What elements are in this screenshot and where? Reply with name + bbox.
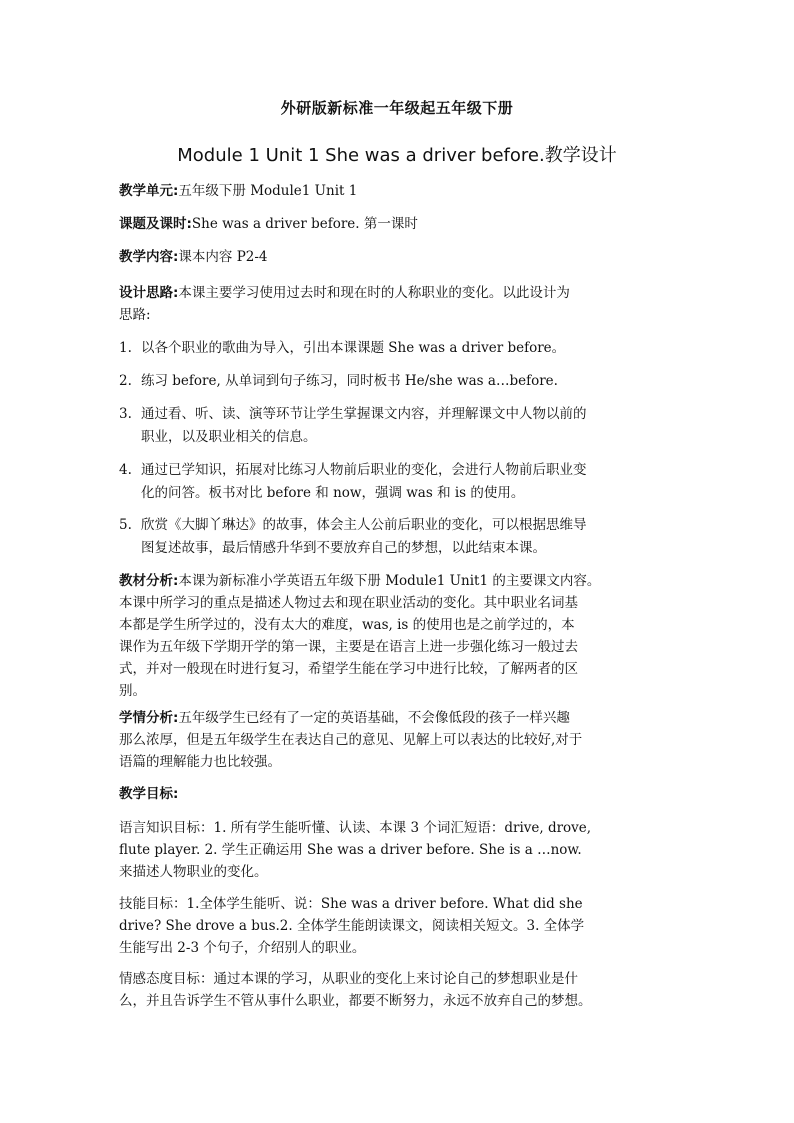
goals-knowledge — [119, 817, 679, 883]
content-line — [119, 246, 679, 268]
list-text: 欣赏《大脚丫琳达》的故事，体会主人公前后职业的变化，可以根据思维导 — [141, 517, 587, 533]
design-intro: 本课主要学习使用过去时和现在时的人称职业的变化。以此设计为 — [178, 285, 570, 301]
goals-emotion — [119, 968, 679, 1012]
content-label: 教学内容: — [119, 249, 179, 265]
list-text: 通过已学知识，拓展对比练习人物前后职业的变化，会进行人物前后职业变 — [141, 462, 587, 478]
lesson-line — [119, 213, 679, 235]
design-line-1 — [119, 282, 679, 304]
list-text-cont: 图复述故事，最后情感升华到不要放弃自己的梦想，以此结束本课。 — [141, 540, 546, 556]
list-number: 2. — [119, 373, 132, 389]
list-item — [119, 403, 679, 449]
students-paragraph — [119, 707, 679, 773]
list-item — [119, 459, 679, 505]
list-text: 以各个职业的歌曲为导入，引出本课课题 She was a driver before。 — [141, 340, 566, 356]
unit-value: 五年级下册 Module1 Unit 1 — [178, 183, 358, 199]
list-number: 3. — [119, 406, 132, 422]
list-text-cont: 化的问答。板书对比 before 和 now，强调 was 和 is 的使用。 — [141, 485, 525, 501]
students-line: 语篇的理解能力也比较强。 — [119, 754, 281, 770]
goals-knowledge-line: 语言知识目标：1. 所有学生能听懂、认读、本课 3 个词汇短语：drive, drove, — [119, 820, 592, 836]
list-number: 1. — [119, 340, 132, 356]
design-label: 设计思路: — [119, 285, 179, 301]
list-item — [119, 337, 679, 360]
material-text: 本课为新标准小学英语五年级下册 Module1 Unit1 的主要课文内容。 — [178, 573, 601, 589]
material-line: 课作为五年级下学期开学的第一课，主要是在语言上进一步强化练习一般过去 — [119, 639, 578, 655]
material-line: 本都是学生所学过的，没有太大的难度，was, is 的使用也是之前学过的，本 — [119, 617, 575, 633]
goals-emotion-line: 么，并且告诉学生不管从事什么职业，都要不断努力，永远不放弃自己的梦想。 — [119, 993, 592, 1009]
goals-emotion-line: 情感态度目标：通过本课的学习，从职业的变化上来讨论自己的梦想职业是什 — [119, 971, 578, 987]
goals-skills-line: 生能写出 2-3 个句子，介绍别人的职业。 — [119, 940, 366, 956]
material-line: 式，并对一般现在时进行复习，希望学生能在学习中进行比较，了解两者的区 — [119, 661, 578, 677]
goals-knowledge-line: 来描述人物职业的变化。 — [119, 864, 268, 880]
list-number: 4. — [119, 462, 132, 478]
lesson-label: 课题及课时: — [119, 216, 192, 232]
goals-skills-line: 技能目标：1.全体学生能听、说：She was a driver before. What did she — [119, 896, 583, 912]
material-line — [119, 570, 679, 592]
goals-label: 教学目标: — [119, 786, 179, 802]
list-item — [119, 514, 679, 560]
list-text-cont: 职业，以及职业相关的信息。 — [141, 429, 317, 445]
unit-label: 教学单元: — [119, 183, 179, 199]
unit-line — [119, 180, 679, 202]
students-label: 学情分析: — [119, 710, 179, 726]
students-line: 那么浓厚，但是五年级学生在表达自己的意见、见解上可以表达的比较好,对于 — [119, 732, 583, 748]
list-text: 通过看、听、读、演等环节让学生掌握课文内容，并理解课文中人物以前的 — [141, 406, 587, 422]
list-text: 练习 before, 从单词到句子练习，同时板书 He/she was a…before. — [141, 373, 558, 389]
list-item — [119, 370, 679, 393]
material-line: 别。 — [119, 683, 146, 699]
students-line — [119, 707, 679, 729]
material-line: 本课中所学习的重点是描述人物过去和现在职业活动的变化。其中职业名词基 — [119, 595, 578, 611]
design-line-2: 思路: — [119, 307, 151, 323]
design-paragraph — [119, 282, 679, 326]
document-title: 外研版新标准一年级起五年级下册 — [280, 99, 514, 117]
goals-skills-line: drive? She drove a bus.2. 全体学生能朗读课文，阅读相关短文。3. 全体学 — [119, 918, 585, 934]
content-value: 课本内容 P2-4 — [178, 249, 268, 265]
students-text: 五年级学生已经有了一定的英语基础，不会像低段的孩子一样兴趣 — [178, 710, 570, 726]
material-label: 教材分析: — [119, 573, 179, 589]
lesson-value: She was a driver before. 第一课时 — [191, 216, 418, 232]
goals-heading — [119, 783, 679, 805]
goals-knowledge-line: flute player. 2. 学生正确运用 She was a driver before. She is a …now. — [119, 842, 582, 858]
document-subtitle: Module 1 Unit 1 She was a driver before.教学设计 — [177, 145, 617, 166]
goals-skills — [119, 893, 679, 959]
list-number: 5. — [119, 517, 132, 533]
material-paragraph — [119, 570, 679, 702]
